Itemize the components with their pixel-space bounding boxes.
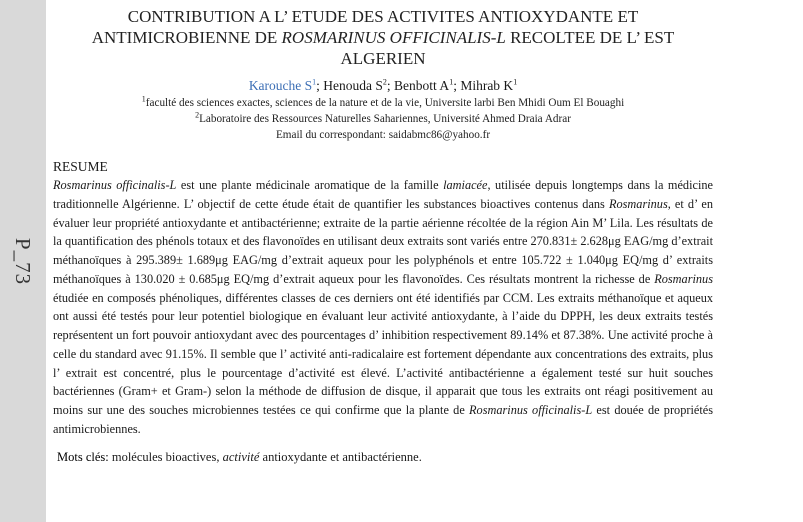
author-4: ; Mihrab $K^1$	[453, 77, 518, 93]
title-line-2: ANTIMICROBIENNE DE ROSMARINUS OFFICINALIS-L RECOLTEE DE L’ EST	[91, 28, 675, 47]
keywords-label: Mots clés:	[57, 449, 109, 464]
paper-title	[53, 6, 713, 69]
title-line-3: ALGERIEN	[340, 49, 426, 68]
correspondent-email: Email du correspondant: saidabmc86@yahoo.fr	[275, 129, 491, 141]
keywords-line: Mots clés: molécules bioactives, activité antioxydante et antibactérienne.	[57, 449, 422, 464]
lead-author[interactable]: Karouche $S^1$	[248, 77, 317, 93]
abstract-heading: RESUME	[53, 159, 108, 174]
author-list	[53, 77, 713, 95]
page-sidebar	[0, 0, 46, 522]
abstract-body: Rosmarinus officinalis-L est une plante médicinale aromatique de la famille lamiacée, utilisée depuis longtemps dans la médicine traditionnelle Algérienne. L’ objectif de cette étude était de quantifier les substances bioactives contenus dans Rosmarinus, et d’ en évaluer leur propriété antioxydante et antibactérienne; extraite de la partie aérienne récoltée de la région Ain M’ Lila. Les résultats de la quantification des phénols totaux et des flavonoïdes en utilisant deux extraits sont variés entre 270.831± 2.628μg EAG/mg d’extrait méthanoïques à 295.389± 1.689μg EAG/mg d’extrait aqueux pour les polyphénols et entre 105.722 ± 1.040μg EQ/mg d’ extraits méthanoïques à 130.020 ± 0.685μg EQ/mg d’extrait aqueux pour les flavonoïdes. Ces résultats montrent la richesse de Rosmarinus étudiée en composés phénoliques, différentes classes de ces derniers ont été identifiés par CCM. Les extraits méthanoïque et aqueux ont aussi été testés pour leur potentiel biologique en évaluant leur activité antioxydante, à l’aide du DPPH, les deux extraits testés représentent un fort pouvoir antioxydant avec des pourcentages d’ inhibition respectivement 89.14% et 87.38%. Une activité proche à celle du standard avec 91.15%. Il semble que l’ activité anti-radicalaire est fortement dépendante aux concentrations des extraits, plus l’ extrait est concentré, plus le pourcentage d’activité est élevé. L’activité antibactérienne a également testé sur huit souches bactériennes (Gram+ et Gram-) selon la méthode de diffusion de disque, il apparait que tous les extraits ont réagi positivement au moins sur une des souches microbiennes testées ce qui confirme que la plante de Rosmarinus officinalis-L est douée de propriétés antimicrobiennes.	[53, 178, 713, 436]
author-3: ; Benbott $A^1$	[386, 77, 454, 93]
author-2: ; Henouda $S^2$	[316, 77, 387, 93]
affiliation-1: $^1$faculté des sciences exactes, sciences de la nature et de la vie, Universite larbi Ben Mhidi Oum El Bouaghi	[141, 94, 625, 109]
title-species-italic: ROSMARINUS OFFICINALIS-L	[281, 28, 506, 47]
title-line-1: CONTRIBUTION A L’ ETUDE DES ACTIVITES ANTIOXYDANTE ET	[127, 7, 639, 26]
page-number-label: P_73	[11, 237, 36, 285]
article-content	[53, 0, 713, 465]
affiliation-2: $^2$Laboratoire des Ressources Naturelles Sahariennes, Université Ahmed Draia Adrar	[195, 110, 571, 125]
